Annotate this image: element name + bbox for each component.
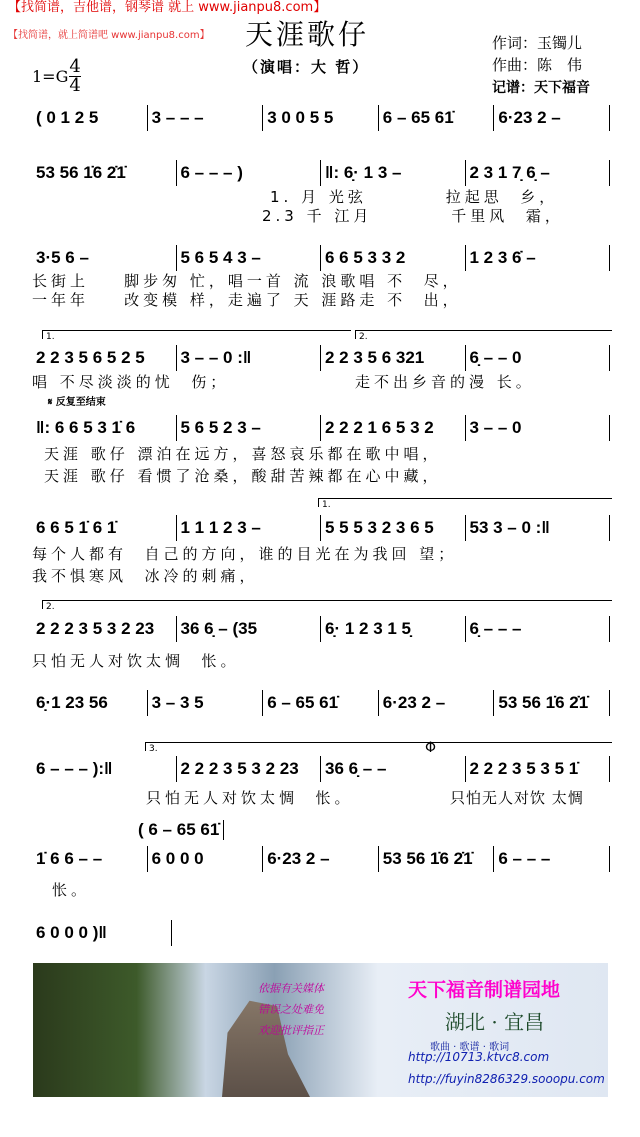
- measure: 6 0 0 0 )‖: [32, 920, 172, 946]
- measure: 3·5 6 –: [32, 245, 177, 271]
- lyric: 长街上 脚步匆 忙，唱一首 流 浪歌唱 不 尽，: [32, 272, 462, 290]
- measure: 3 – – 0 :‖: [177, 345, 322, 371]
- key: 1=G: [32, 67, 69, 86]
- volta-1b: 1.: [318, 498, 612, 507]
- time-top: 4: [69, 56, 81, 77]
- measure: ‖: 6̣· 1 3 –: [321, 160, 466, 186]
- singer: （演唱：大 哲）: [243, 58, 370, 76]
- measure: 6̣ – – 0: [466, 345, 611, 371]
- lyric: 怅。: [52, 881, 91, 899]
- score-row: [32, 846, 610, 872]
- measure: 5 6 5 2 3 –: [177, 415, 322, 441]
- song-title: 天涯歌仔: [245, 18, 370, 51]
- banner-place: 湖北 · 宜昌: [445, 1010, 545, 1034]
- banner-note: 错误之处难免: [258, 1003, 324, 1016]
- measure: 6 0 0 0: [148, 846, 264, 872]
- composer: 作曲：陈 伟: [492, 56, 583, 74]
- measure: 6 6 5 1̇ 6 1̇: [32, 515, 177, 541]
- banner-site-name: 天下福音制谱园地: [408, 979, 561, 1001]
- lyric: 唱 不尽淡淡的忧 伤；: [32, 373, 230, 391]
- measure: 6·23 2 –: [379, 690, 495, 716]
- transcriber: 记谱：天下福音: [492, 80, 590, 96]
- lyricist: 作词：玉镯儿: [492, 34, 583, 52]
- segno-icon: 𝄋: [48, 397, 56, 408]
- lyric: 只怕无人对饮太惆 怅。: [32, 652, 240, 670]
- volta-1: 1.: [42, 330, 351, 339]
- measure: 6 – – – ): [177, 160, 322, 186]
- measure: 6̣·1 23 56: [32, 690, 148, 716]
- score-row: [32, 245, 610, 271]
- lyric: 天涯 歌仔 看惯了沧桑，酸甜苦辣都在心中藏，: [44, 467, 442, 485]
- measure: 53 3 – 0 :‖: [466, 515, 611, 541]
- lyric: 1. 月 光弦 拉起思 乡，: [270, 188, 559, 206]
- score-row: [32, 690, 610, 716]
- banner-note: 欢迎批评指正: [258, 1024, 324, 1037]
- score-row: [32, 105, 610, 131]
- lyric: 每个人都有 自己的方向，谁的目光在为我回 望；: [32, 545, 458, 563]
- alt-measure: ( 6 – 65 61̇: [138, 820, 224, 840]
- measure: 6 – 65 61̇: [263, 690, 379, 716]
- time-signature: [69, 58, 80, 95]
- lyric: 天涯 歌仔 漂泊在远方，喜怒哀乐都在歌中唱，: [44, 445, 442, 463]
- lyric: 只怕无人对饮太惆 怅。: [146, 789, 354, 807]
- measure: 3 – – 0: [466, 415, 611, 441]
- measure: 3 0 0 5 5: [263, 105, 379, 131]
- time-bottom: 4: [69, 75, 81, 96]
- volta-2: 2.: [355, 330, 612, 339]
- measure: 2 2 2 1 6 5 3 2: [321, 415, 466, 441]
- banner-url-2[interactable]: http://fuyin8286329.sooopu.com: [408, 1072, 605, 1086]
- score-row: [32, 616, 610, 642]
- score-row: [32, 515, 610, 541]
- volta-2b: 2.: [42, 600, 612, 609]
- measure: 2 2 2 3 5 3 2 23: [32, 616, 177, 642]
- measure: 5 6 5 4 3 –: [177, 245, 322, 271]
- coda-icon: Φ: [425, 740, 437, 756]
- banner-url-1[interactable]: http://10713.ktvc8.com: [408, 1050, 550, 1064]
- lyric: 只怕无人对饮 太惆: [450, 789, 584, 807]
- measure: 36 6̣ – (35: [177, 616, 322, 642]
- banner-notes: [258, 978, 324, 1041]
- measure: 6 6 5 3 3 2: [321, 245, 466, 271]
- measure: 6 – – – ):‖: [32, 756, 177, 782]
- measure: 6̣ – – –: [466, 616, 611, 642]
- measure: 3 – 3 5: [148, 690, 264, 716]
- measure: 6·23 2 –: [494, 105, 610, 131]
- measure: 3 – – –: [148, 105, 264, 131]
- measure: 53 56 1̇6 2̇1̇: [379, 846, 495, 872]
- measure: 2 2 2 3 5 3 5 1̇: [466, 756, 611, 782]
- measure: 53 56 1̇6 2̇1̇: [32, 160, 177, 186]
- measure: 6̣· 1 2 3 1 5̣: [321, 616, 466, 642]
- score-row: [32, 415, 610, 441]
- score-row: [32, 160, 610, 186]
- lyric: 一年年 改变模 样，走遍了 天 涯路走 不 出，: [32, 291, 462, 309]
- watermark-link[interactable]: 【找简谱，吉他谱，钢琴谱 就上 www.jianpu8.com】: [8, 0, 327, 15]
- score-row: [32, 920, 172, 946]
- banner-note: 依据有关媒体: [258, 982, 324, 995]
- measure: 1 2 3 6̇ –: [466, 245, 611, 271]
- measure: 2 2 3 5 6 5 2 5: [32, 345, 177, 371]
- measure: 53 56 1̇6 2̇1̇: [494, 690, 610, 716]
- volta-3: 3.: [145, 742, 612, 751]
- measure: 6 – 65 61̇: [379, 105, 495, 131]
- measure: 6·23 2 –: [263, 846, 379, 872]
- lyric: 走不出乡音的漫 长。: [355, 373, 535, 391]
- measure: 5 5 5 3 2 3 6 5: [321, 515, 466, 541]
- lyric: 我不惧寒风 冰冷的刺痛，: [32, 567, 259, 585]
- lyric: 2.3 千 江月 千里风 霜，: [262, 207, 564, 225]
- measure: 6 – – –: [494, 846, 610, 872]
- score-row: [32, 345, 610, 371]
- measure: 2 2 3 5 6 321: [321, 345, 466, 371]
- measure: 1̇ 6 6 – –: [32, 846, 148, 872]
- measure: 1 1 1 2 3 –: [177, 515, 322, 541]
- score-row: [32, 756, 610, 782]
- watermark-overlay: 【找简谱，就上简谱吧 www.jianpu8.com】: [8, 30, 210, 41]
- measure: ‖: 6 6 5 3 1̇ 6: [32, 415, 177, 441]
- key-signature: [32, 58, 81, 95]
- segno-note: [48, 393, 106, 408]
- banner-tagline: 歌曲 · 歌谱 · 歌词: [430, 1042, 510, 1053]
- measure: 2 2 2 3 5 3 2 23: [177, 756, 322, 782]
- segno-text: 反复至结束: [55, 397, 106, 408]
- measure: 2 3 1 7̣ 6̣ –: [466, 160, 611, 186]
- measure: ( 0 1 2 5: [32, 105, 148, 131]
- measure: 36 6̣ – –: [321, 756, 466, 782]
